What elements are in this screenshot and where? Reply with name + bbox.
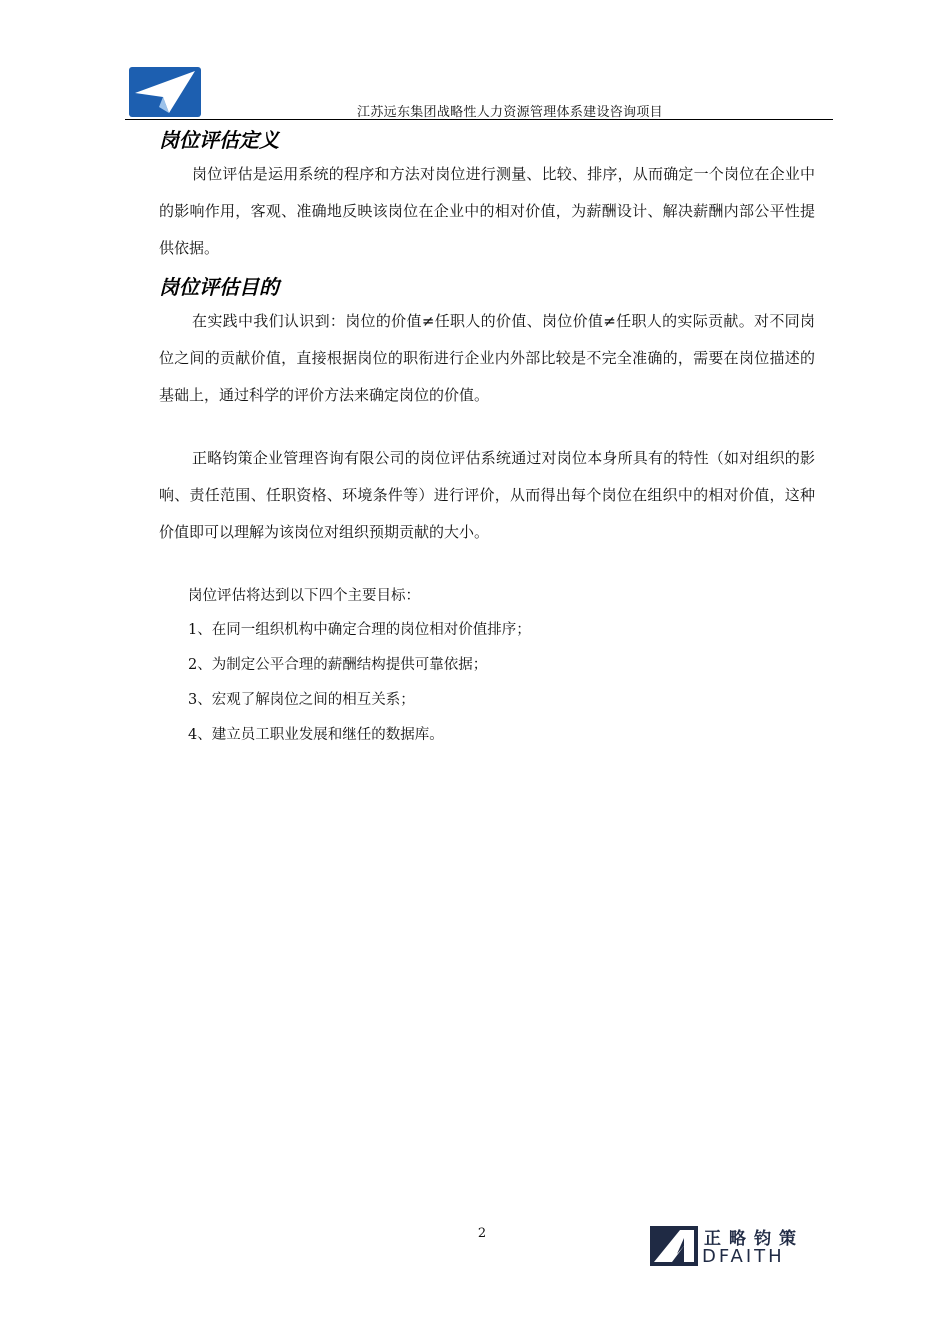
purpose-paragraph-1: 在实践中我们认识到：岗位的价值≠任职人的价值、岗位价值≠任职人的实际贡献。对不同岗位之间的贡献价值，直接根据岗位的职衔进行企业内外部比较是不完全准确的，需要在岗位描述的基础上，通过科学的评价方法来确定岗位的价值。: [159, 312, 815, 404]
header-title: 江苏远东集团战略性人力资源管理体系建设咨询项目: [357, 105, 663, 120]
goals-intro: 岗位评估将达到以下四个主要目标：: [188, 588, 420, 604]
page-number: 2: [477, 1226, 487, 1241]
brand-name-english: DFAITH: [702, 1246, 785, 1267]
purpose-paragraph-2: 正略钧策企业管理咨询有限公司的岗位评估系统通过对岗位本身所具有的特性（如对组织的影响、责任范围、任职资格、环境条件等）进行评价，从而得出每个岗位在组织中的相对价值，这种价值即可以理解为该岗位对组织预期贡献的大小。: [159, 449, 815, 541]
brand-logo-icon: [650, 1226, 698, 1266]
goal-item: 2、为制定公平合理的薪酬结构提供可靠依据；: [188, 657, 488, 673]
section-heading-definition: 岗位评估定义: [159, 128, 279, 152]
goal-item: 3、宏观了解岗位之间的相互关系；: [188, 692, 415, 708]
header-divider: [125, 119, 833, 120]
company-logo-icon: [129, 67, 201, 117]
brand-name-chinese: 正略钧策: [704, 1229, 804, 1249]
section-heading-purpose: 岗位评估目的: [159, 275, 279, 299]
goal-item: 4、建立员工职业发展和继任的数据库。: [188, 727, 444, 743]
definition-paragraph: 岗位评估是运用系统的程序和方法对岗位进行测量、比较、排序，从而确定一个岗位在企业中的影响作用，客观、准确地反映该岗位在企业中的相对价值，为薪酬设计、解决薪酬内部公平性提供依据。: [159, 165, 815, 257]
document-body: [159, 124, 815, 753]
goal-item: 1、在同一组织机构中确定合理的岗位相对价值排序；: [188, 622, 531, 638]
